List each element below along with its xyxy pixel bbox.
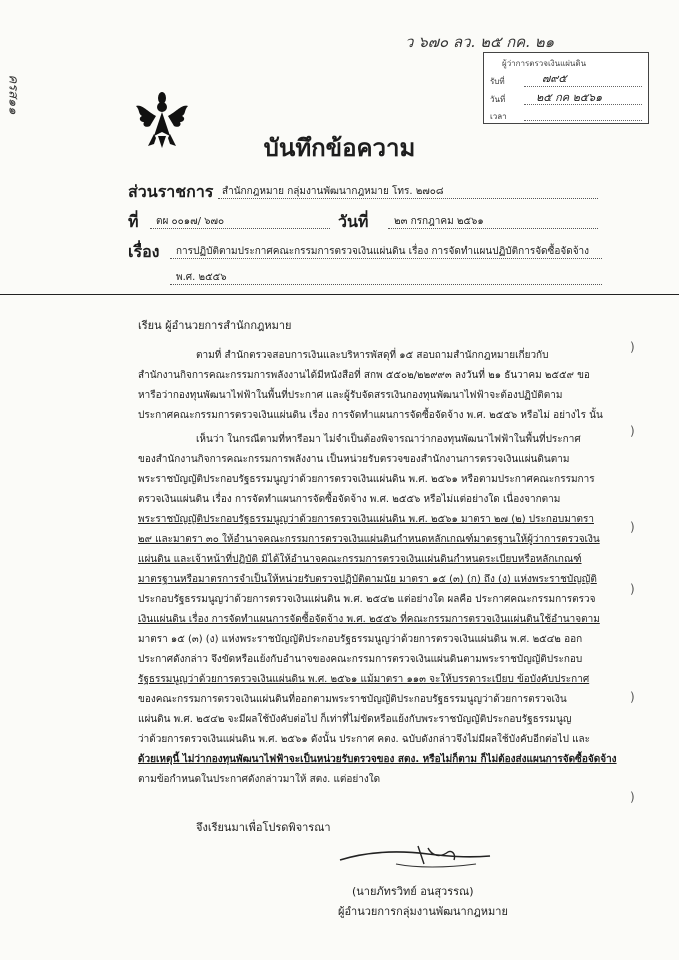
body-line: มาตรฐานหรือมาตรการจำเป็นให้หน่วยรับตรวจปฏิบัติตามนัย มาตรา ๑๕ (๓) (ก) ถึง (ง) แห่งพระราชบัญญัติ xyxy=(138,574,597,585)
body-line: ตามที่ สำนักตรวจสอบการเงินและบริหารพัสดุที่ ๑๕ สอบถามสำนักกฎหมายเกี่ยวกับ xyxy=(196,350,549,361)
subject-label: เรื่อง xyxy=(128,242,160,261)
body-line: ๒๙ และมาตรา ๓๐ ให้อำนาจคณะกรรมการตรวจเงินแผ่นดินกำหนดหลักเกณฑ์มาตรฐานให้ผู้ว่าการตรวจเงิน xyxy=(138,534,600,545)
handwritten-signature xyxy=(336,838,496,876)
signer-position: ผู้อำนวยการกลุ่มงานพัฒนากฎหมาย xyxy=(338,905,508,918)
body-line: หารือว่ากองทุนพัฒนาไฟฟ้าในพื้นที่ประกาศ และผู้รับจัดสรรเงินกองทุนพัฒนาไฟฟ้าจะต้องปฏิบัติตาม xyxy=(138,390,563,401)
signer-name: (นายภัทรวิทย์ อนสุวรรณ) xyxy=(352,885,474,898)
date-value: ๒๓ กรกฎาคม ๒๕๖๑ xyxy=(394,216,484,227)
ref-value: ตผ ๐๐๑๗/ ๖๗๐ xyxy=(156,216,225,227)
margin-bracket-mark: ) xyxy=(630,790,635,804)
body-line: เห็นว่า ในกรณีตามที่หารือมา ไม่จำเป็นต้องพิจารณาว่ากองทุนพัฒนาไฟฟ้าในพื้นที่ประกาศ xyxy=(196,434,581,445)
body-line: ของคณะกรรมการตรวจเงินแผ่นดินที่ออกตามพระราชบัญญัติประกอบรัฐธรรมนูญว่าด้วยการตรวจเงิน xyxy=(138,694,567,705)
body-line: ว่าด้วยการตรวจเงินแผ่นดิน พ.ศ. ๒๕๖๑ ดังนั้น ประกาศ คตง. ฉบับดังกล่าวจึงไม่มีผลใช้บังคับอีกต่อไป และ xyxy=(138,734,591,745)
body-line: ตรวจเงินแผ่นดิน เรื่อง การจัดทำแผนการจัดซื้อจัดจ้าง พ.ศ. ๒๕๕๖ หรือไม่แต่อย่างใด เนื่องจากตาม xyxy=(138,494,561,505)
margin-bracket-mark: ) xyxy=(630,520,635,534)
body-line: เงินแผ่นดิน เรื่อง การจัดทำแผนการจัดซื้อจัดจ้าง พ.ศ. ๒๕๕๖ ที่คณะกรรมการตรวจเงินแผ่นดินใช้อำนาจตาม xyxy=(138,614,600,625)
body-line: ประกาศดังกล่าว จึงขัดหรือแย้งกับอำนาจของคณะกรรมการตรวจเงินแผ่นดินตามพระราชบัญญัติประกอบ xyxy=(138,654,583,665)
stamp-date-label: วันที่ xyxy=(490,95,506,104)
body-line: แผ่นดิน และเจ้าหน้าที่ปฏิบัติ มิได้ให้อำนาจคณะกรรมการตรวจเงินแผ่นดินกำหนดระเบียบหรือหลักเกณฑ์ xyxy=(138,554,582,565)
body-line: ด้วยเหตุนี้ ไม่ว่ากองทุนพัฒนาไฟฟ้าจะเป็นหน่วยรับตรวจของ สตง. หรือไม่ก็ตาม ก็ไม่ต้องส่งแผนการจัดซื้อจัดจ้าง xyxy=(138,754,617,765)
receiving-stamp xyxy=(483,52,649,124)
body-line: มาตรา ๑๕ (๓) (ง) แห่งพระราชบัญญัติประกอบรัฐธรรมนูญว่าด้วยการตรวจเงินแผ่นดิน พ.ศ. ๒๕๔๒ ออก xyxy=(138,634,583,645)
to-label: เรียน xyxy=(138,319,162,332)
margin-bracket-mark: ) xyxy=(630,340,635,354)
margin-bracket-mark: ) xyxy=(630,424,635,438)
body-line: ของสำนักงานกิจการคณะกรรมการพลังงาน เป็นหน่วยรับตรวจของสำนักงานการตรวจเงินแผ่นดินตาม xyxy=(138,454,570,465)
stamp-title: ผู้ว่าการตรวจเงินแผ่นดิน xyxy=(502,59,587,68)
body-line: ประกอบรัฐธรรมนูญว่าด้วยการตรวจเงินแผ่นดิน พ.ศ. ๒๕๔๒ แต่อย่างใด ผลคือ ประกาศคณะกรรมการตรวจ xyxy=(138,594,596,605)
body-line: รัฐธรรมนูญว่าด้วยการตรวจเงินแผ่นดิน พ.ศ. ๒๕๖๑ แม้มาตรา ๑๑๓ จะให้บรรดาระเบียบ ข้อบังคับประกาศ xyxy=(138,674,590,685)
agency-label: ส่วนราชการ xyxy=(128,182,214,201)
subject-line2: พ.ศ. ๒๕๕๖ xyxy=(176,272,227,283)
closing-text: จึงเรียนมาเพื่อโปรดพิจารณา xyxy=(196,821,331,834)
body-line: สำนักงานกิจการคณะกรรมการพลังงานได้มีหนังสือที่ สกพ ๕๕๐๒/๒๒๙๙๓ ลงวันที่ ๒๑ ธันวาคม ๒๕๕๙ ขอ xyxy=(138,370,590,381)
ref-label: ที่ xyxy=(128,212,139,231)
body-line: แผ่นดิน พ.ศ. ๒๕๔๒ จะมีผลใช้บังคับต่อไป ก็เท่าที่ไม่ขัดหรือแย้งกับพระราชบัญญัติประกอบรัฐธรรมนูญ xyxy=(138,714,572,725)
side-handwritten-note: ครส๑๑ xyxy=(5,74,21,115)
stamp-number-value: ๗๙๕ xyxy=(542,72,567,85)
stamp-date-value: ๒๕ กค ๒๕๖๑ xyxy=(536,91,603,104)
margin-bracket-mark: ) xyxy=(630,690,635,704)
body-line: ตามข้อกำหนดในประกาศดังกล่าวมาให้ สตง. แต่อย่างใด xyxy=(138,774,381,785)
handwritten-reference: ว ๖๗๐ ลว. ๒๕ กค. ๒๑ xyxy=(405,33,555,51)
memo-title: บันทึกข้อความ xyxy=(263,134,416,162)
stamp-number-label: รับที่ xyxy=(490,77,505,86)
date-label: วันที่ xyxy=(338,212,369,231)
stamp-time-label: เวลา xyxy=(490,112,507,121)
body-line: ประกาศคณะกรรมการตรวจเงินแผ่นดิน เรื่อง การจัดทำแผนการจัดซื้อจัดจ้าง พ.ศ. ๒๕๕๖ หรือไม่ อย่างไร นั้น xyxy=(138,410,603,421)
body-line: พระราชบัญญัติประกอบรัฐธรรมนูญว่าด้วยการตรวจเงินแผ่นดิน พ.ศ. ๒๕๖๑ หรือตามประกาศคณะกรรมการ xyxy=(138,474,595,485)
margin-bracket-mark: ) xyxy=(630,582,635,596)
agency-value: สำนักกฎหมาย กลุ่มงานพัฒนากฎหมาย โทร. ๒๗๐๘ xyxy=(222,186,444,197)
header-divider xyxy=(0,294,679,295)
subject-line1: การปฏิบัติตามประกาศคณะกรรมการตรวจเงินแผ่นดิน เรื่อง การจัดทำแผนปฏิบัติการจัดซื้อจัดจ้าง xyxy=(176,246,590,257)
to-value: ผู้อำนวยการสำนักกฎหมาย xyxy=(165,319,292,332)
body-line: พระราชบัญญัติประกอบรัฐธรรมนูญว่าด้วยการตรวจเงินแผ่นดิน พ.ศ. ๒๕๖๑ มาตรา ๒๗ (๒) ประกอบมาตรา xyxy=(138,514,594,525)
